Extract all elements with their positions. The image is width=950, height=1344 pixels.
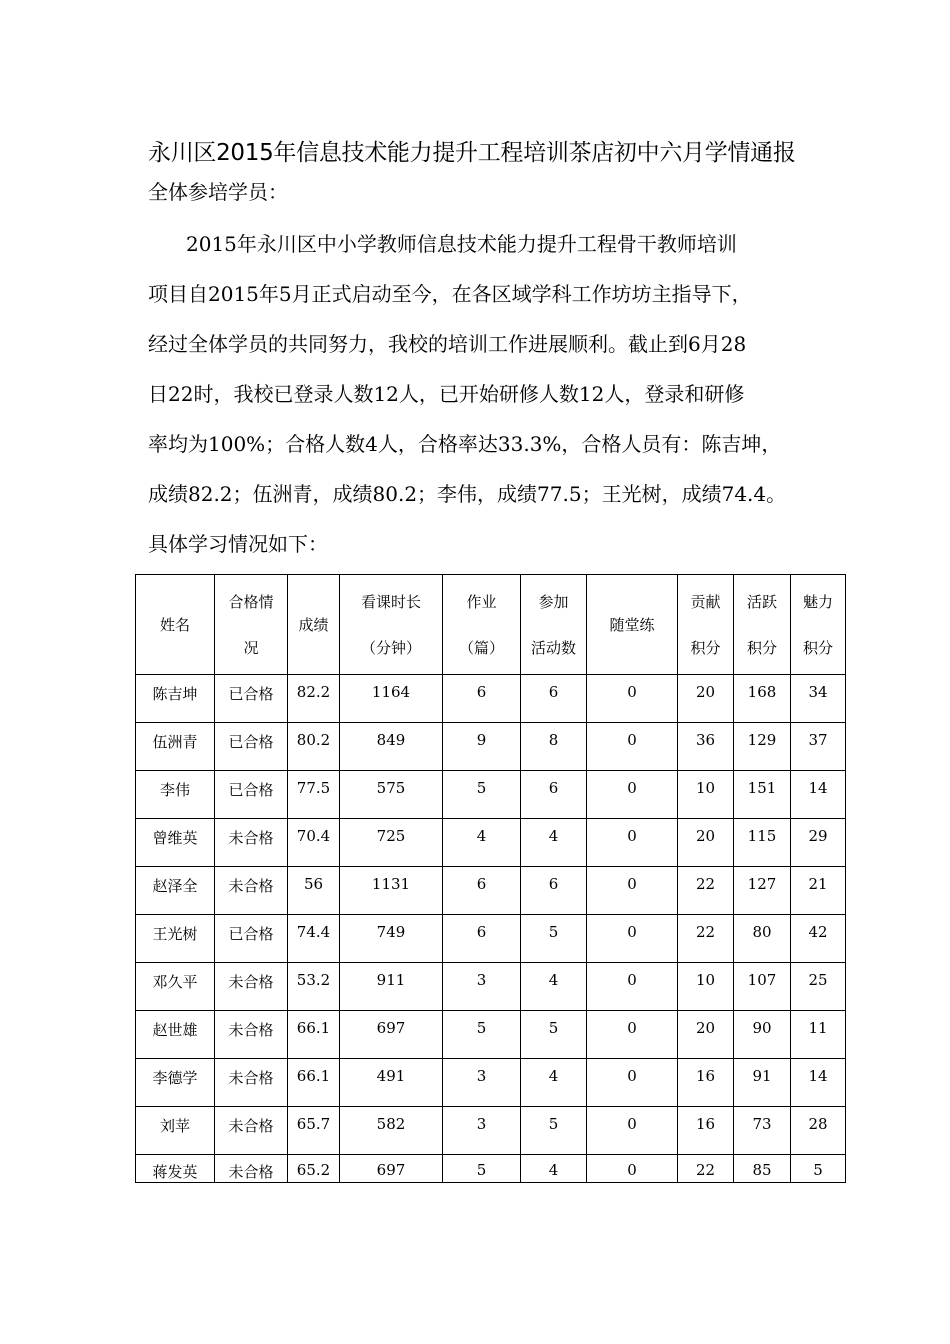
header-text-line: 参加 [538,592,569,611]
cell-contribution: 22 [678,915,734,963]
cell-homework: 3 [443,963,521,1011]
cell-activities: 5 [521,915,587,963]
header-charm-points [791,575,846,675]
cell-practice: 0 [587,771,678,819]
cell-activities: 6 [521,771,587,819]
table-row [136,1059,846,1107]
cell-watch-time: 911 [340,963,443,1011]
paragraph-line: 成绩82.2；伍洲青，成绩80.2；李伟，成绩77.5；王光树，成绩74.4。 [148,482,787,506]
cell-contribution: 22 [678,1155,734,1183]
cell-practice: 0 [587,1011,678,1059]
cell-homework: 6 [443,867,521,915]
header-contribution [678,575,734,675]
header-activities [521,575,587,675]
cell-watch-time: 725 [340,819,443,867]
cell-watch-time: 582 [340,1107,443,1155]
cell-watch-time: 575 [340,771,443,819]
header-text-line: 成绩 [298,615,329,634]
cell-charm-points: 34 [791,675,846,723]
cell-name: 李德学 [136,1059,215,1107]
cell-activity-points: 151 [734,771,791,819]
cell-practice: 0 [587,675,678,723]
cell-watch-time: 849 [340,723,443,771]
cell-name: 刘苹 [136,1107,215,1155]
paragraph-line: 经过全体学员的共同努力，我校的培训工作进展顺利。截止到6月28 [148,332,747,356]
cell-watch-time: 491 [340,1059,443,1107]
cell-homework: 6 [443,675,521,723]
header-text-line: 作业 [466,592,497,611]
cell-status: 未合格 [215,867,288,915]
table-row [136,963,846,1011]
header-text-line: （篇） [458,638,504,657]
paragraph-line: 日22时，我校已登录人数12人，已开始研修人数12人，登录和研修 [148,382,745,406]
cell-charm-points: 25 [791,963,846,1011]
cell-status: 未合格 [215,1059,288,1107]
header-text-line: 合格情 [228,592,274,611]
cell-practice: 0 [587,915,678,963]
cell-practice: 0 [587,1107,678,1155]
cell-activities: 5 [521,1107,587,1155]
cell-charm-points: 14 [791,1059,846,1107]
cell-activities: 4 [521,1059,587,1107]
cell-watch-time: 697 [340,1011,443,1059]
cell-status: 已合格 [215,771,288,819]
cell-activities: 8 [521,723,587,771]
cell-activity-points: 107 [734,963,791,1011]
study-status-table [135,574,846,1183]
cell-score: 77.5 [288,771,340,819]
cell-charm-points: 14 [791,771,846,819]
cell-name: 邓久平 [136,963,215,1011]
cell-contribution: 10 [678,963,734,1011]
cell-activities: 6 [521,675,587,723]
header-text-line: 积分 [746,638,777,657]
paragraph-line: 项目自2015年5月正式启动至今，在各区域学科工作坊坊主指导下， [148,282,752,306]
header-text-line: 贡献 [690,592,721,611]
cell-activity-points: 127 [734,867,791,915]
cell-homework: 5 [443,1155,521,1183]
cell-contribution: 22 [678,867,734,915]
cell-charm-points: 37 [791,723,846,771]
cell-watch-time: 1131 [340,867,443,915]
cell-watch-time: 749 [340,915,443,963]
header-text-line: 魅力 [802,592,833,611]
table-row [136,1107,846,1155]
header-text-line: 活跃 [746,592,777,611]
cell-status: 已合格 [215,915,288,963]
cell-watch-time: 1164 [340,675,443,723]
cell-score: 56 [288,867,340,915]
cell-activities: 4 [521,819,587,867]
cell-status: 已合格 [215,675,288,723]
cell-name: 蒋发英 [136,1155,215,1183]
cell-score: 80.2 [288,723,340,771]
cell-contribution: 20 [678,819,734,867]
cell-contribution: 20 [678,675,734,723]
cell-contribution: 16 [678,1059,734,1107]
header-name [136,575,215,675]
cell-status: 未合格 [215,819,288,867]
cell-activity-points: 168 [734,675,791,723]
cell-activities: 4 [521,963,587,1011]
header-text-line: 姓名 [159,615,190,634]
cell-practice: 0 [587,819,678,867]
cell-contribution: 16 [678,1107,734,1155]
cell-contribution: 20 [678,1011,734,1059]
header-activity-points [734,575,791,675]
paragraph-line: 2015年永川区中小学教师信息技术能力提升工程骨干教师培训 [186,232,737,256]
header-text-line: 积分 [802,638,833,657]
table-row [136,1011,846,1059]
cell-score: 66.1 [288,1011,340,1059]
cell-homework: 9 [443,723,521,771]
cell-activity-points: 73 [734,1107,791,1155]
cell-charm-points: 42 [791,915,846,963]
header-text-line: （分钟） [360,638,421,657]
header-text-line: 积分 [690,638,721,657]
cell-activities: 6 [521,867,587,915]
cell-name: 赵泽全 [136,867,215,915]
cell-name: 伍洲青 [136,723,215,771]
header-practice [587,575,678,675]
cell-activity-points: 115 [734,819,791,867]
cell-name: 王光树 [136,915,215,963]
paragraph-line: 具体学习情况如下： [148,532,328,556]
cell-contribution: 36 [678,723,734,771]
cell-homework: 6 [443,915,521,963]
cell-name: 曾维英 [136,819,215,867]
cell-status: 未合格 [215,1011,288,1059]
table-row [136,915,846,963]
cell-activities: 4 [521,1155,587,1183]
cell-charm-points: 29 [791,819,846,867]
cell-status: 未合格 [215,1155,288,1183]
cell-homework: 4 [443,819,521,867]
cell-activity-points: 129 [734,723,791,771]
cell-activities: 5 [521,1011,587,1059]
header-score [288,575,340,675]
table-row [136,867,846,915]
cell-score: 70.4 [288,819,340,867]
cell-practice: 0 [587,723,678,771]
table-row [136,771,846,819]
cell-score: 82.2 [288,675,340,723]
header-text-line: 随堂练 [609,615,655,634]
table-row [136,675,846,723]
cell-score: 74.4 [288,915,340,963]
cell-homework: 3 [443,1107,521,1155]
cell-status: 未合格 [215,963,288,1011]
cell-practice: 0 [587,1155,678,1183]
cell-homework: 5 [443,771,521,819]
document-title: 永川区2015年信息技术能力提升工程培训茶店初中六月学情通报 [148,140,796,166]
cell-activity-points: 80 [734,915,791,963]
cell-homework: 5 [443,1011,521,1059]
table-row [136,723,846,771]
cell-contribution: 10 [678,771,734,819]
cell-name: 李伟 [136,771,215,819]
cell-status: 未合格 [215,1107,288,1155]
header-status [215,575,288,675]
cell-charm-points: 28 [791,1107,846,1155]
cell-practice: 0 [587,867,678,915]
cell-name: 赵世雄 [136,1011,215,1059]
header-text-line: 活动数 [530,638,576,657]
cell-score: 53.2 [288,963,340,1011]
cell-score: 65.7 [288,1107,340,1155]
cell-score: 65.2 [288,1155,340,1183]
header-homework [443,575,521,675]
table-row [136,819,846,867]
cell-activity-points: 85 [734,1155,791,1183]
header-text-line: 况 [243,638,259,657]
cell-activity-points: 91 [734,1059,791,1107]
table-row [136,1155,846,1183]
header-watch-time [340,575,443,675]
cell-name: 陈吉坤 [136,675,215,723]
cell-status: 已合格 [215,723,288,771]
cell-watch-time: 697 [340,1155,443,1183]
salutation: 全体参培学员： [148,180,288,204]
cell-homework: 3 [443,1059,521,1107]
header-text-line: 看课时长 [360,592,421,611]
cell-practice: 0 [587,1059,678,1107]
cell-practice: 0 [587,963,678,1011]
cell-charm-points: 5 [791,1155,846,1183]
cell-charm-points: 21 [791,867,846,915]
table-header-row [136,575,846,675]
cell-activity-points: 90 [734,1011,791,1059]
cell-charm-points: 11 [791,1011,846,1059]
cell-score: 66.1 [288,1059,340,1107]
paragraph-line: 率均为100%；合格人数4人，合格率达33.3%，合格人员有：陈吉坤， [148,432,782,456]
